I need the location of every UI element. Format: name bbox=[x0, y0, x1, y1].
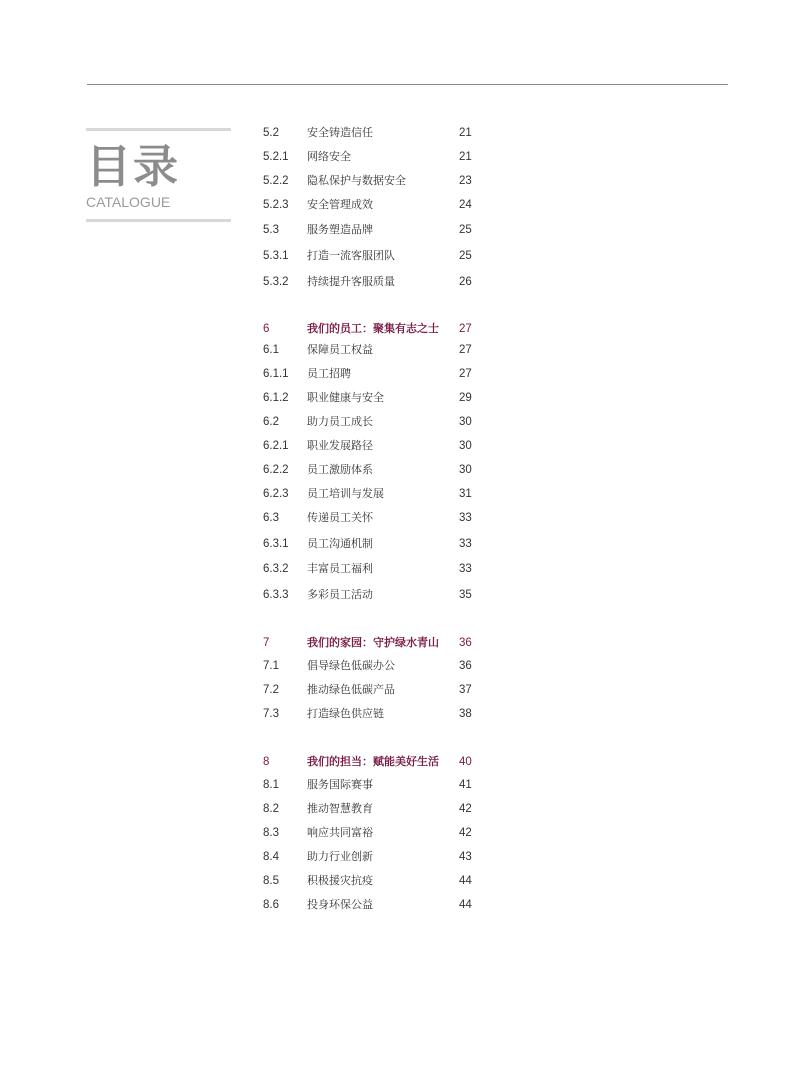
page-subtitle: CATALOGUE bbox=[86, 194, 171, 210]
heading-rule-bottom bbox=[86, 219, 231, 222]
toc-section-number: 8.2 bbox=[263, 803, 279, 815]
toc-section-number: 8.1 bbox=[263, 779, 279, 791]
toc-section-title: 职业发展路径 bbox=[307, 439, 373, 452]
toc-page-number: 37 bbox=[459, 684, 472, 696]
toc-section-title: 员工招聘 bbox=[307, 367, 351, 380]
toc-section-title: 积极援灾抗疫 bbox=[307, 874, 373, 887]
toc-section-number: 6.3.2 bbox=[263, 563, 289, 575]
toc-section-number: 8.5 bbox=[263, 875, 279, 887]
toc-page-number: 30 bbox=[459, 416, 472, 428]
toc-page-number: 24 bbox=[459, 199, 472, 211]
toc-page-number: 33 bbox=[459, 538, 472, 550]
toc-row[interactable] bbox=[263, 824, 503, 842]
toc-section-title: 员工激励体系 bbox=[307, 463, 373, 476]
toc-section-number: 6.3.3 bbox=[263, 589, 289, 601]
toc-section-number: 6.2.2 bbox=[263, 464, 289, 476]
table-of-contents bbox=[263, 0, 503, 1077]
toc-page-number: 27 bbox=[459, 344, 472, 356]
toc-section-title: 职业健康与安全 bbox=[307, 391, 384, 404]
toc-section-title: 员工培训与发展 bbox=[307, 487, 384, 500]
toc-section-title: 传递员工关怀 bbox=[307, 511, 373, 524]
toc-section-number: 8.6 bbox=[263, 899, 279, 911]
toc-section-title: 我们的员工：聚集有志之士 bbox=[307, 322, 439, 335]
toc-section-title: 服务塑造品牌 bbox=[307, 223, 373, 236]
toc-page-number: 23 bbox=[459, 175, 472, 187]
toc-row[interactable] bbox=[263, 560, 503, 578]
toc-page-number: 26 bbox=[459, 276, 472, 288]
toc-page-number: 25 bbox=[459, 250, 472, 262]
toc-page-number: 43 bbox=[459, 851, 472, 863]
toc-section-title: 安全管理成效 bbox=[307, 198, 373, 211]
toc-page-number: 41 bbox=[459, 779, 472, 791]
toc-page-number: 36 bbox=[459, 637, 472, 649]
toc-section-number: 6 bbox=[263, 323, 270, 335]
toc-row[interactable] bbox=[263, 657, 503, 675]
toc-section-title: 推动智慧教育 bbox=[307, 802, 373, 815]
heading-rule-top bbox=[86, 128, 231, 131]
toc-row[interactable] bbox=[263, 461, 503, 479]
toc-row[interactable] bbox=[263, 800, 503, 818]
toc-chapter-row[interactable] bbox=[263, 634, 503, 652]
toc-section-number: 6.2 bbox=[263, 416, 279, 428]
toc-page-number: 25 bbox=[459, 224, 472, 236]
toc-page-number: 44 bbox=[459, 875, 472, 887]
toc-section-number: 7.1 bbox=[263, 660, 279, 672]
toc-row[interactable] bbox=[263, 872, 503, 890]
toc-row[interactable] bbox=[263, 485, 503, 503]
toc-row[interactable] bbox=[263, 148, 503, 166]
toc-section-title: 多彩员工活动 bbox=[307, 588, 373, 601]
toc-section-number: 6.1 bbox=[263, 344, 279, 356]
toc-section-title: 我们的家园：守护绿水青山 bbox=[307, 636, 439, 649]
toc-page-number: 42 bbox=[459, 827, 472, 839]
toc-section-title: 助力员工成长 bbox=[307, 415, 373, 428]
toc-section-title: 倡导绿色低碳办公 bbox=[307, 659, 395, 672]
toc-page-number: 21 bbox=[459, 151, 472, 163]
toc-section-title: 隐私保护与数据安全 bbox=[307, 174, 406, 187]
toc-section-title: 推动绿色低碳产品 bbox=[307, 683, 395, 696]
toc-row[interactable] bbox=[263, 896, 503, 914]
toc-section-title: 打造绿色供应链 bbox=[307, 707, 384, 720]
toc-row[interactable] bbox=[263, 172, 503, 190]
toc-section-number: 6.1.2 bbox=[263, 392, 289, 404]
toc-row[interactable] bbox=[263, 389, 503, 407]
toc-section-title: 安全铸造信任 bbox=[307, 126, 373, 139]
toc-row[interactable] bbox=[263, 273, 503, 291]
toc-row[interactable] bbox=[263, 196, 503, 214]
toc-row[interactable] bbox=[263, 705, 503, 723]
toc-section-number: 6.3 bbox=[263, 512, 279, 524]
toc-page-number: 27 bbox=[459, 323, 472, 335]
toc-row[interactable] bbox=[263, 247, 503, 265]
toc-row[interactable] bbox=[263, 437, 503, 455]
toc-page-number: 33 bbox=[459, 512, 472, 524]
toc-section-number: 8.4 bbox=[263, 851, 279, 863]
toc-section-title: 服务国际赛事 bbox=[307, 778, 373, 791]
toc-row[interactable] bbox=[263, 365, 503, 383]
toc-row[interactable] bbox=[263, 586, 503, 604]
toc-row[interactable] bbox=[263, 413, 503, 431]
toc-section-number: 6.1.1 bbox=[263, 368, 289, 380]
toc-section-title: 丰富员工福利 bbox=[307, 562, 373, 575]
toc-section-title: 响应共同富裕 bbox=[307, 826, 373, 839]
toc-section-number: 5.2.2 bbox=[263, 175, 289, 187]
toc-section-number: 5.3.2 bbox=[263, 276, 289, 288]
toc-chapter-row[interactable] bbox=[263, 320, 503, 338]
toc-row[interactable] bbox=[263, 848, 503, 866]
toc-chapter-row[interactable] bbox=[263, 753, 503, 771]
catalogue-heading bbox=[86, 128, 231, 222]
toc-row[interactable] bbox=[263, 221, 503, 239]
toc-section-number: 5.3.1 bbox=[263, 250, 289, 262]
toc-row[interactable] bbox=[263, 341, 503, 359]
toc-page-number: 38 bbox=[459, 708, 472, 720]
toc-page-number: 44 bbox=[459, 899, 472, 911]
toc-section-title: 打造一流客服团队 bbox=[307, 249, 395, 262]
toc-row[interactable] bbox=[263, 124, 503, 142]
toc-section-title: 助力行业创新 bbox=[307, 850, 373, 863]
toc-page-number: 31 bbox=[459, 488, 472, 500]
toc-section-number: 5.2 bbox=[263, 127, 279, 139]
toc-row[interactable] bbox=[263, 535, 503, 553]
toc-page-number: 40 bbox=[459, 756, 472, 768]
toc-page-number: 30 bbox=[459, 464, 472, 476]
toc-section-number: 6.2.3 bbox=[263, 488, 289, 500]
toc-page-number: 42 bbox=[459, 803, 472, 815]
toc-page-number: 27 bbox=[459, 368, 472, 380]
toc-page-number: 29 bbox=[459, 392, 472, 404]
toc-page-number: 21 bbox=[459, 127, 472, 139]
toc-section-number: 7.3 bbox=[263, 708, 279, 720]
toc-section-number: 7.2 bbox=[263, 684, 279, 696]
toc-row[interactable] bbox=[263, 681, 503, 699]
toc-section-number: 5.2.1 bbox=[263, 151, 289, 163]
toc-section-title: 持续提升客服质量 bbox=[307, 275, 395, 288]
toc-section-number: 6.3.1 bbox=[263, 538, 289, 550]
page-title: 目录 bbox=[86, 140, 181, 193]
toc-row[interactable] bbox=[263, 509, 503, 527]
toc-section-number: 8 bbox=[263, 756, 270, 768]
toc-section-number: 7 bbox=[263, 637, 270, 649]
toc-page-number: 35 bbox=[459, 589, 472, 601]
toc-section-title: 保障员工权益 bbox=[307, 343, 373, 356]
toc-page-number: 30 bbox=[459, 440, 472, 452]
toc-section-number: 6.2.1 bbox=[263, 440, 289, 452]
toc-section-title: 网络安全 bbox=[307, 150, 351, 163]
toc-section-title: 我们的担当：赋能美好生活 bbox=[307, 755, 439, 768]
toc-section-number: 5.3 bbox=[263, 224, 279, 236]
toc-section-number: 8.3 bbox=[263, 827, 279, 839]
toc-section-title: 员工沟通机制 bbox=[307, 537, 373, 550]
toc-row[interactable] bbox=[263, 776, 503, 794]
toc-section-number: 5.2.3 bbox=[263, 199, 289, 211]
toc-page-number: 36 bbox=[459, 660, 472, 672]
toc-section-title: 投身环保公益 bbox=[307, 898, 373, 911]
toc-page-number: 33 bbox=[459, 563, 472, 575]
